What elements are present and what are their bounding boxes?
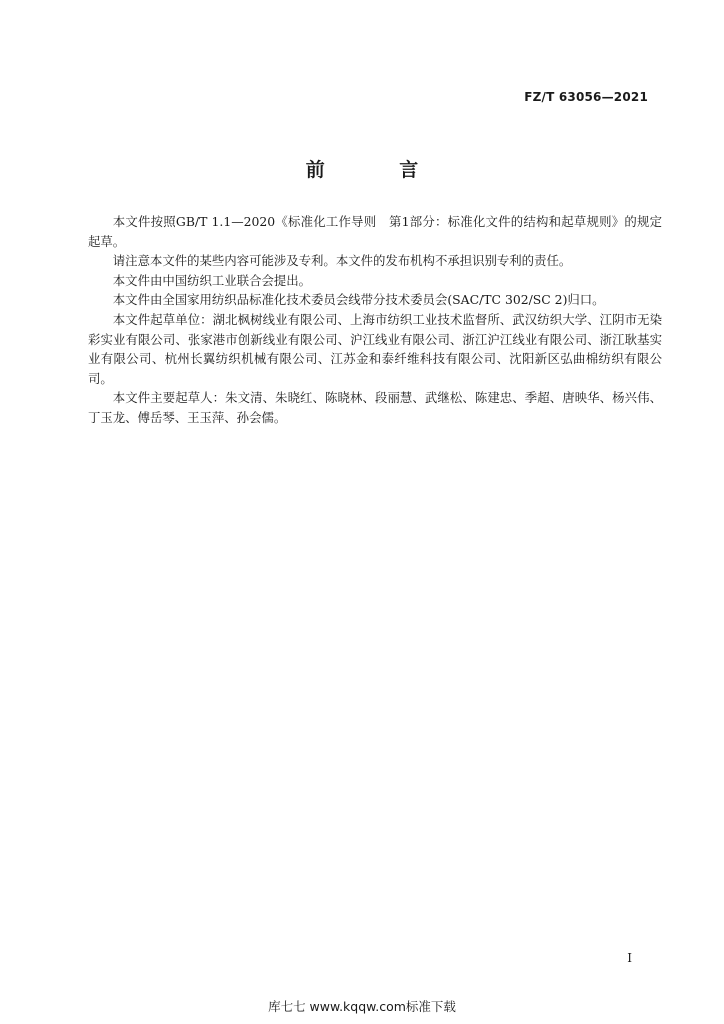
paragraph-proposer: 本文件由中国纺织工业联合会提出。 [112,272,312,288]
paragraph-responsible-committee: 本文件由全国家用纺织品标准化技术委员会线带分技术委员会(SAC/TC 302/SC 2)归口。 [112,292,605,308]
foreword-body [88,212,662,428]
page-number: I [627,951,632,965]
page-title: 前 言 [305,159,453,181]
paragraph-patent-notice: 请注意本文件的某些内容可能涉及专利。本文件的发布机构不承担识别专利的责任。 [112,253,572,269]
paragraph-drafting-rule: 本文件按照GB/T 1.1—2020《标准化工作导则 第1部分：标准化文件的结构和起草规则》的规定起草。 [88,214,662,249]
paragraph-main-drafters: 本文件主要起草人：朱文清、朱晓红、陈晓林、段丽慧、武继松、陈建忠、季超、唐映华、杨兴伟、丁玉龙、傅岳琴、王玉萍、孙会儒。 [88,390,662,425]
document-code: FZ/T 63056—2021 [524,90,648,104]
footer-watermark: 库七七 www.kqqw.com标准下载 [268,999,456,1014]
paragraph-drafting-units: 本文件起草单位：湖北枫树线业有限公司、上海市纺织工业技术监督所、武汉纺织大学、江阴市无染彩实业有限公司、张家港市创新线业有限公司、沪江线业有限公司、浙江沪江线业有限公司、浙江耿基实业有限公司、杭州长翼纺织机械有限公司、江苏金和泰纤维科技有限公司、沈阳新区弘曲棉纺织有限公司。 [88,311,662,386]
